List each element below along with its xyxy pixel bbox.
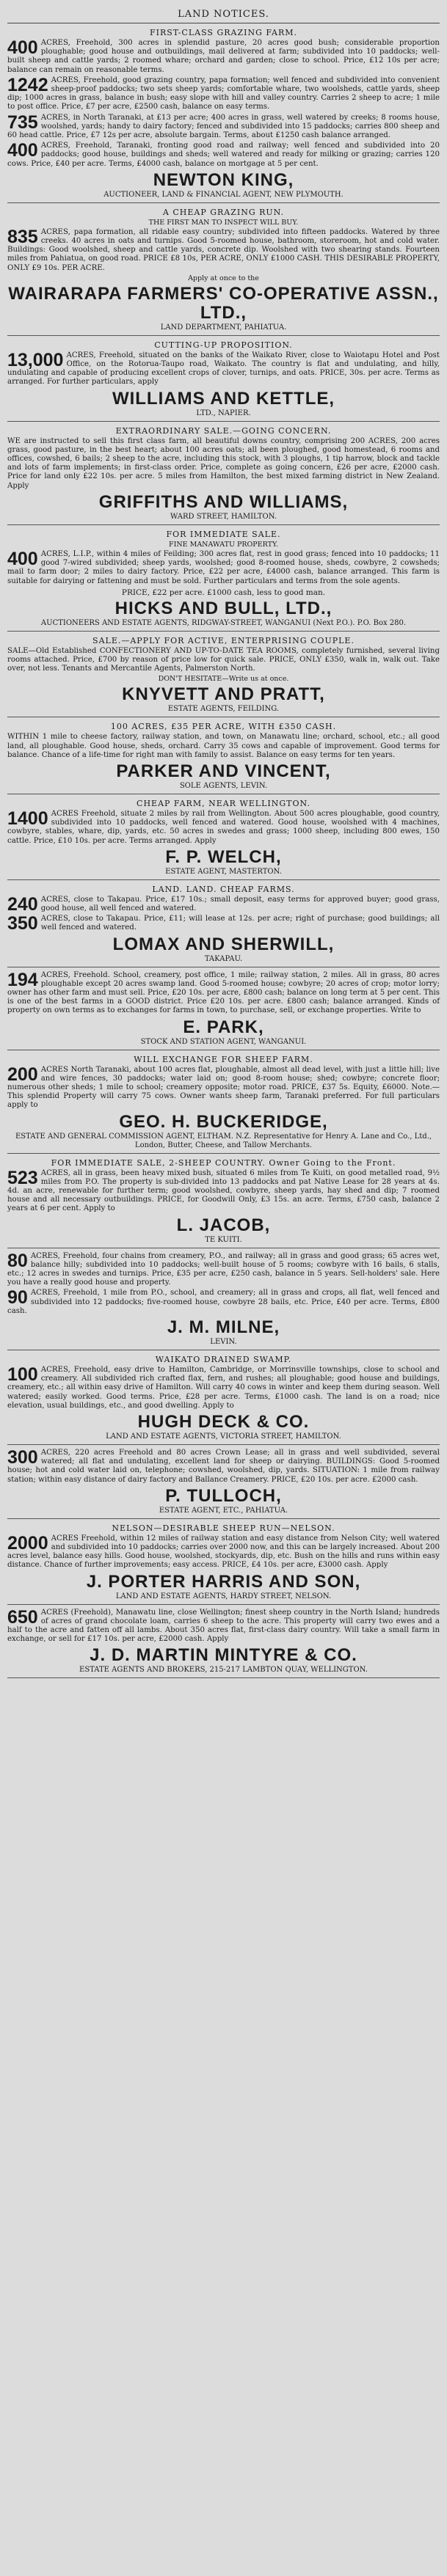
agent-name: HUGH DECK & CO. [137, 1412, 310, 1432]
ad-title: EXTRAORDINARY SALE.—GOING CONCERN. [115, 425, 332, 436]
agent-name: J. M. MILNE, [167, 1317, 280, 1338]
ad-note: DON'T HESITATE—Write us at once. [158, 675, 289, 684]
advertisement [7, 336, 440, 422]
agent-address: SOLE AGENTS, LEVIN. [179, 781, 268, 790]
agent-name: J. PORTER HARRIS AND SON, [86, 1571, 361, 1592]
listing [7, 1066, 440, 1110]
listing-text: ACRES, Freehold, 300 acres in splendid pasture, 20 acres good bush; considerable proportion ploughable; good house and outbuildings, mail delivered at farm; subdivided into 10 paddocks; well-built sheep and cattle yards; 2 roomed whare; orchard and garden; close to school. Price, £12 10s per acre; balance can remain on reasonable terms. [7, 39, 440, 74]
agent-name: NEWTON KING, [153, 169, 294, 190]
ads-container [7, 23, 440, 1678]
advertisement [7, 794, 440, 880]
acreage-number: 13,000 [7, 349, 64, 370]
agent-name: PARKER AND VINCENT, [116, 761, 331, 781]
listing-text: WE are instructed to sell this first class farm, all beautiful downs country, comprising 200 ACRES, 200 acres grass, good pasture, in the best heart; about 100 acres oats; all been ploughed, good homestead, 6 rooms and offices, cowshed, 6 bails; 2 sheep to the acre, including this stock, with 3 ploughs, 1 tip harrow, block and tackle and lots of farm implements; in first-class order. Price, complete as going concern, £26 per acre, £2000 cash. Price for land only £22 10s. per acre. 5 miles from Hamilton, the best mixed farming district in New Zealand. Apply [7, 436, 440, 490]
listing-text: ACRES, 220 acres Freehold and 80 acres Crown Lease; all in grass and well subdivided, several watered; all flat and undulating, excellent land for sheep or dairying. BUILDINGS: Good 5-roomed house; hot and cold water laid on, telephone; cowshed, woolshed, dip, yards. SITUATION: 1 mile from railway station; within easy distance of dairy factory and Ballance Creamery. PRICE, £20 10s. per acre. £2000 cash. [7, 1449, 440, 1484]
acreage-number: 240 [7, 893, 38, 915]
price-line: PRICE, £22 per acre. £1000 cash, less to good man. [121, 588, 326, 597]
ad-title: FOR IMMEDIATE SALE. [166, 529, 281, 539]
acreage-number: 90 [7, 1287, 28, 1309]
agent-address: LAND AND ESTATE AGENTS, HARDY STREET, NELSON. [115, 1592, 332, 1600]
listing-text: ACRES Freehold, situate 2 miles by rail from Wellington. About 500 acres ploughable, good country, subdivided into 10 paddocks, well fenced and watered. Good house, woolshed with 4 machines, cowbyre, stables, whare, dip, yards, etc. 50 acres in swedes and grass; 1000 sheep, including 800 ewes, 150 cattle. Price, £10 10s. per acre. Terms arranged. Apply [7, 809, 440, 845]
acreage-number: 650 [7, 1606, 38, 1628]
advertisement [7, 1519, 440, 1605]
advertisement [7, 1248, 440, 1350]
agent-name: P. TULLOCH, [165, 1485, 282, 1506]
agent-address: AUCTIONEERS AND ESTATE AGENTS, RIDGWAY-STREET, WANGANUI (Next P.O.). P.O. Box 280. [40, 618, 407, 627]
acreage-number: 400 [7, 548, 38, 569]
acreage-number: 400 [7, 37, 38, 58]
agent-name: J. D. MARTIN MINTYRE & CO. [90, 1645, 357, 1666]
advertisement [7, 1050, 440, 1154]
acreage-number: 835 [7, 226, 38, 247]
advertisement [7, 1154, 440, 1248]
acreage-number: 1400 [7, 808, 48, 829]
listing [7, 1534, 440, 1570]
listing [7, 111, 440, 141]
listing [7, 971, 440, 1016]
listing-text: ACRES, Freehold, easy drive to Hamilton, Cambridge, or Morrinsville townships, close to school and creamery. All subdivided rich crafted flax, fern, and rushes; all ploughable; good house and buildings, creamery, etc.; all within easy drive of Hamilton. Will carry 40 cows in winter and keep them during season. Well watered; easily worked. Good terms. Price, £28 per acre. Terms, £1000 cash. The land is on a road; nice elevation, usual buildings, etc., and good dwelling. Apply to [7, 1366, 440, 1410]
listing-text: ACRES, L.I.P., within 4 miles of Feilding; 300 acres flat, rest in good grass; fenced into 10 paddocks; 11 good 7-wired subdivided; sheep yards, woolshed; good 8-roomed house, sheds, cowbyre, 2 cowsheds; mail to farm door; 2 miles to dairy factory. Price, £22 per acre, £4000 cash, balance arranged. This farm is suitable for dairying or fattening and must be sold. Further particulars and terms from the sole agents. [7, 549, 440, 585]
agent-address: TAKAPAU. [204, 954, 243, 963]
acreage-number: 100 [7, 1364, 38, 1386]
listing [7, 39, 440, 75]
listing [7, 142, 440, 169]
listing [7, 647, 440, 674]
agent-name: F. P. WELCH, [165, 846, 282, 867]
listing-text: ACRES, close to Takapau. Price, £11; will lease at 12s. per acre; right of purchase; good buildings; all well fenced and watered. [40, 915, 440, 932]
listing [7, 1606, 440, 1644]
listing [7, 437, 440, 491]
listing-text: ACRES, Freehold. School, creamery, post office, 1 mile; railway station, 2 miles. All in grass, 80 acres ploughable except 20 acres swamp land. Good 5-roomed house; cowbyre; 20 acres of crop; motor lorry; owner has other farm and must sell. Price, £20 10s. per acre, £800 cash; balance on long term at 5 per cent. This is one of the best farms in a GOOD district. Price £20 10s. per acre. £800 cash; balance arranged. Kinds of property on own terms as to exchanges for farms in town, to purchase, sell, or exchange properties. Write to [7, 970, 440, 1015]
agent-address: ESTATE AGENTS AND BROKERS, 215-217 LAMBTON QUAY, WELLINGTON. [79, 1666, 368, 1675]
acreage-number: 80 [7, 1250, 28, 1271]
agent-name: KNYVETT AND PRATT, [122, 684, 325, 705]
ad-title: FOR IMMEDIATE SALE, 2-SHEEP COUNTRY. Owner Going to the Front. [51, 1157, 396, 1168]
ad-subtitle: FINE MANAWATU PROPERTY. [168, 540, 279, 549]
agent-address: TE KUITI. [205, 1235, 242, 1244]
listing-text: ACRES, Freehold, Taranaki, fronting good road and railway; well fenced and subdivided into 20 paddocks; good house, buildings and sheds; well watered and ready for milking or grazing; carries 120 cows. Price, £40 per acre. Terms, £4000 cash, balance on mortgage at 5 per cent. [7, 142, 440, 168]
acreage-number: 400 [7, 140, 38, 161]
ad-title: CUTTING-UP PROPOSITION. [154, 340, 293, 350]
acreage-number: 300 [7, 1447, 38, 1468]
listing-text: ACRES, close to Takapau. Price, £17 10s.; small deposit, easy terms for approved buyer; good grass, good house, all well fenced and watered. [40, 895, 440, 912]
agent-address: LTD., NAPIER. [196, 409, 251, 417]
listing [7, 550, 440, 586]
agent-address: AUCTIONEER, LAND & FINANCIAL AGENT, NEW PLYMOUTH. [103, 190, 344, 199]
listing-text: ACRES, in North Taranaki, at £13 per acre; 400 acres in grass, well watered by creeks; 8 rooms house, woolshed, yards; handy to dairy factory; fenced and subdivided into 15 paddocks; carries 800 sheep and 60 head cattle. Price, £7 12s per acre, absolute bargain. Terms, about £1250 cash balance arranged. [7, 113, 440, 140]
ad-title: FIRST-CLASS GRAZING FARM. [149, 28, 298, 37]
ad-title: NELSON—DESIRABLE SHEEP RUN—NELSON. [112, 1523, 335, 1533]
listing-text: WITHIN 1 mile to cheese factory, railway station, and town, on Manawatu line; orchard, school, etc.; all good land, all ploughable. Good house, sheds, orchard. Carry 35 cows and capable of improvement. Good terms for balance. Chance of a life-time for right man with family to assist. Balance on easy terms for ten years. [7, 733, 440, 759]
agent-name: WAIRARAPA FARMERS' CO-OPERATIVE ASSN., LTD., [8, 283, 439, 323]
advertisement [7, 632, 440, 718]
listing-text: SALE—Old Established CONFECTIONERY AND UP-TO-DATE TEA ROOMS, completely furnished, several living rooms attached. Price, £700 by reason of price low for quick sale. PRICE, ONLY £350, walk in, walk out. Take over, not less. Tenants and Mercantile Agents, Palmerston North. [7, 646, 440, 673]
listing [7, 1252, 440, 1288]
listing-text: ACRES, Freehold, good grazing country, papa formation; well fenced and subdivided into convenient sheep-proof paddocks; two sets sheep yards; comfortable whare, two woolsheds, cattle yards, sheep dip; 1000 acres in grass, balance in bush; easy slope with hill and valley country. Carries 2 sheep to acre; 1 mile to post office. Price, £7 per acre, £2500 cash, balance on easy terms. [7, 76, 440, 111]
agent-address: LAND DEPARTMENT, PAHIATUA. [160, 323, 287, 332]
listing [7, 915, 440, 932]
ad-title: 100 ACRES, £35 PER ACRE, WITH £350 CASH. [110, 722, 337, 732]
listing [7, 76, 440, 112]
ad-title: WAIKATO DRAINED SWAMP. [155, 1355, 292, 1365]
advertisement [7, 23, 440, 203]
advertisement [7, 717, 440, 794]
listing-text: ACRES (Freehold), Manawatu line, close Wellington; finest sheep country in the North Island; hundreds of acres of grand chocolate loam, carries 6 sheep to the acre. This property will carry two ewes and a half to the acre and fatten off all lambs. About 350 acres flat, first-class dairy country. Will take a small farm in exchange, or sell for £17 10s. per acre, £2000 cash. Apply [7, 1608, 440, 1644]
acreage-number: 735 [7, 111, 38, 133]
advertisement [7, 1605, 440, 1679]
agent-address: STOCK AND STATION AGENT, WANGANUI. [140, 1037, 307, 1046]
advertisement [7, 525, 440, 632]
agent-address: ESTATE AGENT, ETC., PAHIATUA. [159, 1506, 288, 1515]
listing [7, 893, 440, 915]
agent-address: LEVIN. [210, 1338, 237, 1347]
listing [7, 228, 440, 273]
advertisement [7, 422, 440, 525]
listing [7, 733, 440, 760]
ad-title: LAND. LAND. CHEAP FARMS. [152, 884, 295, 894]
acreage-number: 194 [7, 969, 38, 990]
agent-name: L. JACOB, [176, 1215, 271, 1235]
listing-text: ACRES, Freehold, situated on the banks of the Waikato River, close to Waiotapu Hotel and Post Office, on the Rotorua-Taupo road, Waikato. The country is flat and undulating, and hilly, undulating and capable of producing excellent crops of clover, turnips, and oats. PRICE, 30s. per acre. Terms as arranged. For further particulars, apply [7, 351, 440, 387]
acreage-number: 1242 [7, 74, 48, 95]
agent-address: WARD STREET, HAMILTON. [170, 512, 277, 521]
section-header: LAND NOTICES. [7, 4, 440, 23]
advertisement [7, 1350, 440, 1445]
listing [7, 810, 440, 846]
acreage-number: 523 [7, 1167, 38, 1188]
advertisement [7, 880, 440, 967]
agent-name: LOMAX AND SHERWILL, [112, 934, 335, 954]
ad-title: WILL EXCHANGE FOR SHEEP FARM. [134, 1054, 313, 1064]
acreage-number: 2000 [7, 1532, 48, 1554]
listing [7, 1449, 440, 1485]
agent-name: GEO. H. BUCKERIDGE, [119, 1111, 328, 1132]
agent-name: HICKS AND BULL, LTD., [115, 598, 332, 618]
advertisement [7, 1445, 440, 1519]
agent-address: LAND AND ESTATE AGENTS, VICTORIA STREET, HAMILTON. [106, 1432, 341, 1441]
listing [7, 1366, 440, 1410]
listing [7, 1169, 440, 1214]
ad-subtitle: THE FIRST MAN TO INSPECT WILL BUY. [148, 218, 299, 227]
listing-text: ACRES North Taranaki, about 100 acres flat, ploughable, almost all dead level, with just a little hill; live and wire fences, 30 paddocks; water laid on; good 8-room house; shed; cowbyre; concrete floor; numerous other sheds; 1 mile to school; creamery opposite; motor road. PRICE, £37 5s. Equity, £6000. Note.—This splendid Property will carry 75 cows. Owner wants sheep farm, Taranaki preferred. For full particulars apply to [7, 1065, 440, 1110]
agent-address: ESTATE AND GENERAL COMMISSION AGENT, ELTHAM. N.Z. Representative for Henry A. Lane and Co., Ltd., London, Butter, Cheese, and Tallow Merchants. [15, 1132, 432, 1149]
listing-text: ACRES, papa formation, all ridable easy country; subdivided into fifteen paddocks. Watered by three creeks. 40 acres in oats and turnips. Good 5-roomed house, bathroom, storeroom, hot and cold water. Buildings: Good woolshed, sheep and cattle yards, concrete dip. Woolshed with two shearing stands. Fourteen miles from Pahiatua, on good road. PRICE £8 10s, PER ACRE, ONLY £1000 CASH. THIS DESIRABLE PROPERTY, ONLY £9 10s. PER ACRE. [7, 227, 440, 272]
advertisement [7, 203, 440, 336]
acreage-number: 350 [7, 913, 38, 934]
agent-name: E. PARK, [183, 1017, 264, 1037]
ad-title: A CHEAP GRAZING RUN. [162, 207, 285, 217]
agent-address: ESTATE AGENT, MASTERTON. [165, 867, 282, 876]
agent-name: WILLIAMS AND KETTLE, [112, 388, 335, 409]
listing-text: ACRES, Freehold, 1 mile from P.O., school, and creamery; all in grass and crops, all flat, well fenced and subdivided into 12 paddocks; five-roomed house, cowbyre 28 bails, etc. Price, £40 per acre. Terms, £800 cash. [7, 1289, 440, 1315]
acreage-number: 200 [7, 1064, 38, 1085]
agent-name: GRIFFITHS AND WILLIAMS, [98, 491, 349, 512]
listing [7, 351, 440, 387]
listing-text: ACRES, all in grass, been heavy mixed bush, situated 6 miles from Te Kuiti, on good metalled road, 9½ miles from P.O. The property is sub-divided into 13 paddocks and pat Native Lease for 28 years at 4s. 4d. an acre, renewable for further term; good woolshed, cowbyre, sheep yards, hay shed and dip; 7 roomed house and all necessary outbuildings. PRICE, for Goodwill Only, £3 15s. an acre. Terms, £750 cash, balance 2 years at 6 per cent. Apply to [7, 1168, 440, 1213]
listing [7, 1289, 440, 1316]
listing-text: ACRES Freehold, within 12 miles of railway station and easy distance from Nelson City; well watered and subdivided into 10 paddocks; carries over 2000 now, and this can be largely increased. About 200 acres level, balance easy hills. Good house, woolshed, stockyards, dip, etc. Bush on the hills and runs within easy distance. Chance of further improvements; easy access. PRICE, £4 10s. per acre, £3000 cash. Apply [7, 1534, 440, 1570]
advertisement [7, 967, 440, 1050]
ad-title: CHEAP FARM, NEAR WELLINGTON. [137, 798, 310, 808]
agent-address: ESTATE AGENTS, FEILDING. [167, 705, 280, 714]
ad-title: SALE.—APPLY FOR ACTIVE, ENTERPRISING COUPLE. [92, 635, 355, 645]
listing-text: ACRES, Freehold, four chains from creamery, P.O., and railway; all in grass and good grass; 65 acres wet, balance hilly; subdivided into 10 paddocks; well-built house of 5 rooms; cowbyre with 16 bails, 6 stalls, etc.; 12 acres in swedes and turnips. Price, £35 per acre, £250 cash, balance in 5 years. Sell-holders' sale. Here you have a really good house and property. [7, 1251, 440, 1287]
apply-line: Apply at once to the [188, 274, 259, 282]
